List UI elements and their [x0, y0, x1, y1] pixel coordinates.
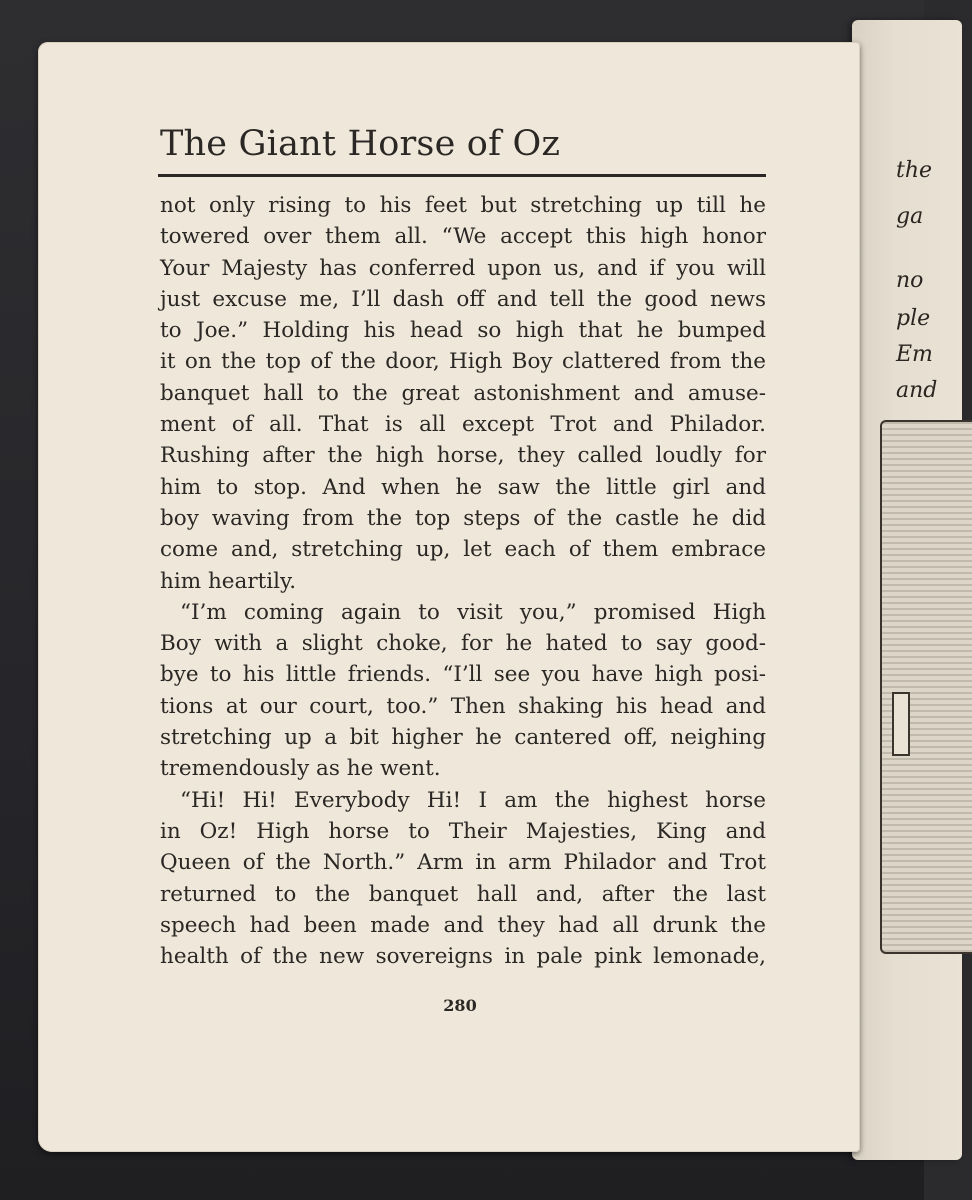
text-line: to Joe.” Holding his head so high that he bumped: [160, 318, 766, 344]
text-line: just excuse me, I’ll dash off and tell the good news: [160, 286, 766, 312]
facing-page-fragment: Em: [896, 342, 933, 367]
text-line: returned to the banquet hall and, after the last: [160, 881, 766, 907]
facing-page: [852, 20, 962, 1160]
page-body: [160, 190, 766, 972]
text-line: ment of all. That is all except Trot and Philador.: [160, 412, 766, 438]
text-line: not only rising to his feet but stretching up till he: [160, 193, 766, 218]
facing-page-fragment: and: [896, 378, 938, 403]
header-rule: [158, 174, 766, 177]
text-line: tions at our court, too.” Then shaking his head and: [160, 693, 766, 719]
text-line: Boy with a slight choke, for he hated to say good-: [160, 631, 766, 657]
text-line: him to stop. And when he saw the little girl and: [160, 474, 766, 500]
text-line: in Oz! High horse to Their Majesties, King and: [160, 818, 766, 844]
facing-page-fragment: ga: [896, 204, 924, 229]
text-line: Your Majesty has conferred upon us, and if you will: [160, 255, 766, 281]
text-line: Rushing after the high horse, they called loudly for: [160, 443, 766, 469]
paragraph: [160, 190, 766, 597]
page-number: 280: [443, 996, 477, 1015]
text-line: tremendously as he went.: [160, 756, 441, 782]
text-line: Queen of the North.” Arm in arm Philador and Trot: [160, 850, 766, 876]
text-line: “Hi! Hi! Everybody Hi! I am the highest horse: [180, 787, 766, 813]
running-title: The Giant Horse of Oz: [160, 124, 561, 164]
facing-page-fragment: the: [896, 158, 933, 183]
illustration-pillar: [892, 692, 910, 756]
text-line: banquet hall to the great astonishment and amuse-: [160, 380, 766, 406]
text-line: him heartily.: [160, 568, 297, 594]
text-line: it on the top of the door, High Boy clattered from the: [160, 349, 766, 375]
text-line: speech had been made and they had all drunk the: [160, 912, 766, 938]
text-line: health of the new sovereigns in pale pink lemonade,: [160, 944, 766, 970]
paragraph: [160, 785, 766, 973]
facing-page-illustration: [880, 420, 972, 954]
text-line: bye to his little friends. “I’ll see you have high posi-: [160, 662, 766, 688]
paragraph: [160, 597, 766, 785]
text-line: towered over them all. “We accept this high honor: [160, 224, 766, 250]
text-line: stretching up a bit higher he cantered off, neighing: [160, 725, 766, 751]
facing-page-fragment: ple: [896, 306, 931, 331]
facing-page-fragment: no: [896, 268, 924, 293]
text-line: “I’m coming again to visit you,” promised High: [180, 599, 766, 625]
text-line: come and, stretching up, let each of them embrace: [160, 537, 766, 563]
text-line: boy waving from the top steps of the castle he did: [160, 505, 766, 531]
